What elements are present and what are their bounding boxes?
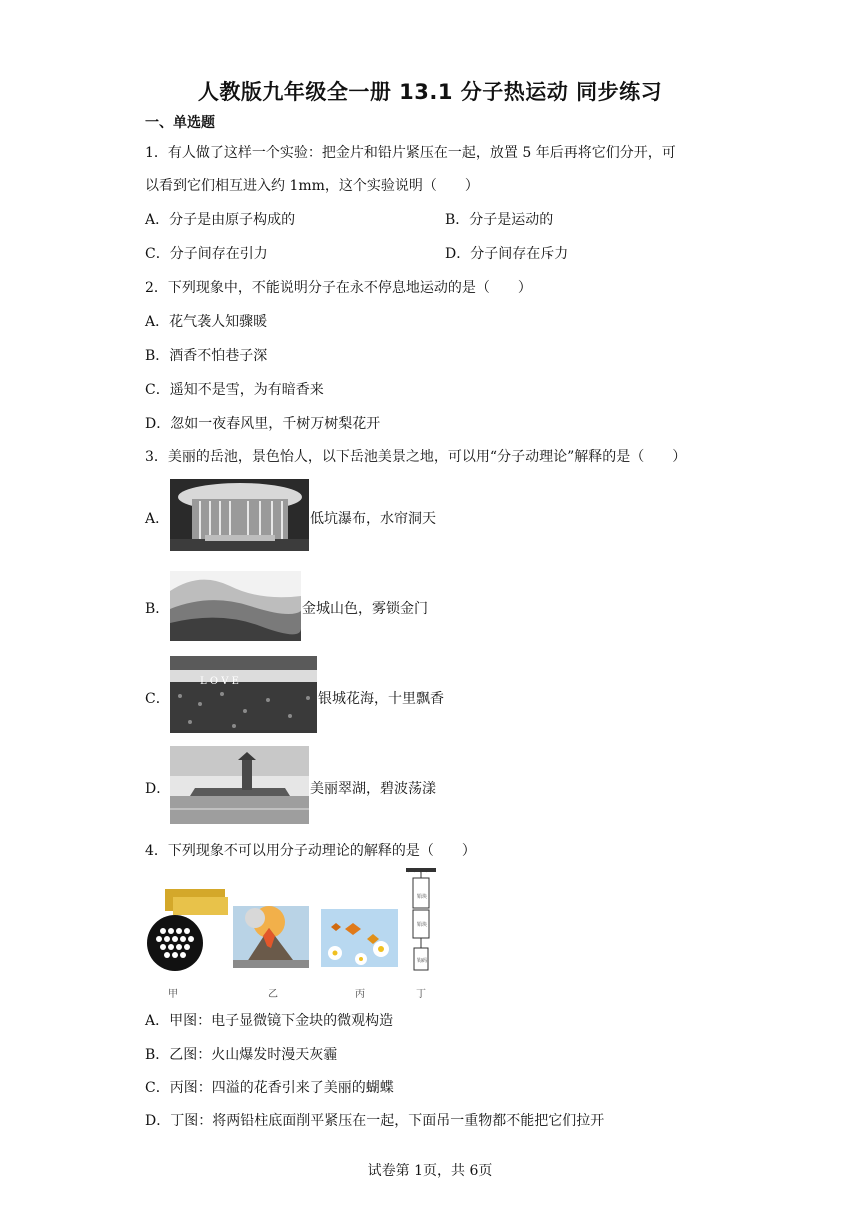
q4-option-b: B．乙图：火山爆发时漫天灰霾 [145, 1047, 338, 1063]
q1-option-c: C．分子间存在引力 [145, 246, 268, 262]
q2-option-d: D．忽如一夜春风里，千树万树梨花开 [145, 416, 381, 432]
q3-option-c-text: 银城花海，十里飘香 [318, 691, 444, 707]
section-heading: 一、单选题 [145, 115, 215, 131]
waterfall-image [170, 479, 309, 551]
q3-option-b-label: B． [145, 601, 170, 617]
love-sign-text: L O V E [200, 676, 239, 687]
lead-block-label-1: 铅块 [417, 894, 428, 900]
q2-stem: 2．下列现象中，不能说明分子在永不停息地运动的是（ ） [145, 280, 532, 296]
q2-option-b: B．酒香不怕巷子深 [145, 348, 268, 364]
q3-option-d-label: D． [145, 781, 171, 797]
q4-option-d: D．丁图：将两铅柱底面削平紧压在一起，下面吊一重物都不能把它们拉开 [145, 1113, 605, 1129]
misty-mountain-image [170, 571, 301, 641]
q3-option-a-label: A． [145, 511, 170, 527]
page-footer: 试卷第 1页，共 6页 [367, 1163, 493, 1179]
butterfly-flowers-image [321, 909, 398, 967]
q3-option-d-text: 美丽翠湖，碧波荡漾 [310, 781, 436, 797]
page-title: 人教版九年级全一册 13.1 分子热运动 同步练习 [197, 80, 663, 104]
q2-option-c: C．遥知不是雪，为有暗香来 [145, 382, 324, 398]
q3-stem: 3．美丽的岳池，景色怡人，以下岳池美景之地，可以用“分子动理论”解释的是（ ） [145, 449, 687, 465]
weight-label: 钩码 [417, 958, 428, 964]
volcano-image [233, 906, 309, 968]
q1-option-a: A．分子是由原子构成的 [145, 212, 296, 228]
caption-ding: 丁 [416, 989, 426, 1000]
lead-blocks-image [406, 868, 436, 974]
gold-microstructure-image [143, 885, 231, 973]
q4-stem: 4．下列现象不可以用分子动理论的解释的是（ ） [145, 843, 476, 859]
caption-yi: 乙 [268, 989, 278, 1000]
q3-option-a-text: 低坑瀑布，水帘洞天 [310, 511, 436, 527]
caption-bing: 丙 [355, 989, 365, 1000]
q4-option-a: A．甲图：电子显微镜下金块的微观构造 [145, 1013, 394, 1029]
q1-option-b: B．分子是运动的 [445, 212, 554, 228]
q2-option-a: A．花气袭人知骤暖 [145, 314, 268, 330]
q3-option-b-text: 金城山色，雾锁金门 [302, 601, 428, 617]
q1-stem-line1: 1．有人做了这样一个实验：把金片和铅片紧压在一起，放置 5 年后再将它们分开，可 [145, 145, 676, 161]
q3-option-c-label: C． [145, 691, 170, 707]
q1-option-d: D．分子间存在斥力 [445, 246, 569, 262]
flower-field-image [170, 656, 317, 733]
lake-pagoda-image [170, 746, 309, 824]
q4-option-c: C．丙图：四溢的花香引来了美丽的蝴蝶 [145, 1080, 394, 1096]
caption-jia: 甲 [168, 989, 178, 1000]
lead-block-label-2: 铅块 [417, 922, 428, 928]
q1-stem-line2: 以看到它们相互进入约 1mm，这个实验说明（ ） [145, 178, 479, 194]
